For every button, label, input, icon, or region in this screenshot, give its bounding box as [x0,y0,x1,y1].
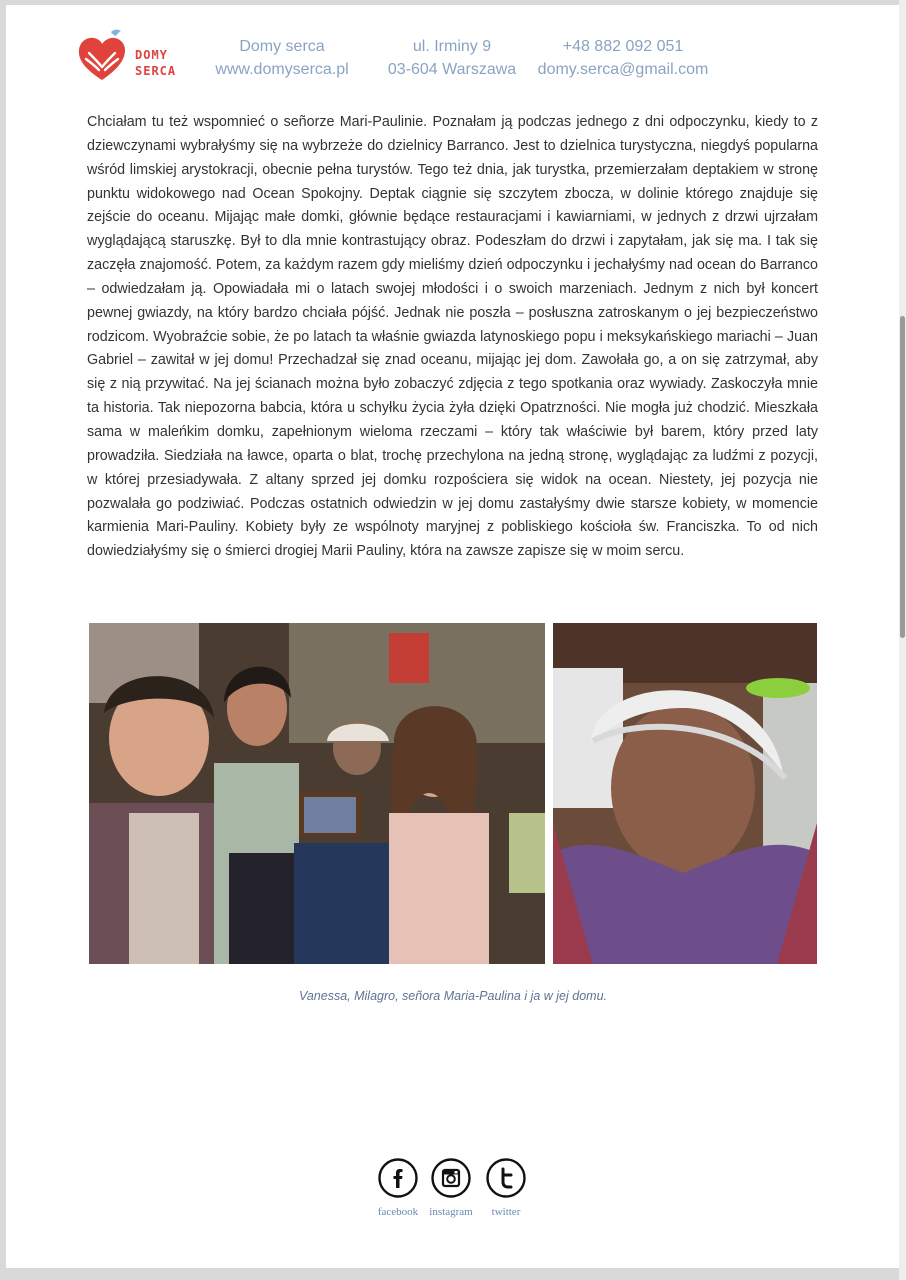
scrollbar-thumb[interactable] [900,316,905,638]
elderly-woman-photo [553,623,817,964]
instagram-label: instagram [429,1206,473,1218]
group-photo [89,623,545,964]
street-address: ul. Irminy 9 [412,38,492,55]
twitter-icon [486,1158,526,1198]
header-org-column [202,35,362,81]
email-link[interactable]: domy.serca@gmail.com [537,61,709,78]
facebook-icon [378,1158,418,1198]
article-paragraph: Chciałam tu też wspomnieć o señorze Mari-Paulinie. Poznałam ją podczas jednego z dni odpoczynku, kiedy to z dziewczynami wybrałyśmy się na wybrzeże do dzielnicy Barranco. Jest to dzielnica turystyczna, niegdyś popularna wśród limskiej arystokracji, obecnie pełna turystów. Tego też dnia, jak turystka, przemierzałam deptakiem w stronę punktu widokowego nad Ocean Spokojny. Deptak ciągnie się szczytem zbocza, w dolinie którego znajduje się zejście do oceanu. Mijając małe domki, głównie będące restauracjami i kawiarniami, w jednych z drzwi ujrzałam wyglądającą staruszkę. Był to dla mnie kontrastujący obraz. Podeszłam do drzwi i zapytałam, jak się ma. I tak się zaczęła znajomość. Potem, za każdym razem gdy mieliśmy dzień odpoczynku i jechałyśmy nad ocean do Barranco – odwiedzałam ją. Opowiadała mi o latach swojej młodości i o swoich marzeniach. Jednym z nich był koncert pewnej gwiazdy, na który bardzo chciała pójść. Jednak nie poszła – posłuszna zatroskanym o jej bezpieczeństwo rodzicom. Wyobraźcie sobie, że po latach ta właśnie gwiazda latynoskiego popu i meksykańskiego mariachi – Juan Gabriel – zawitał w jej domu! Przechadzał się znad oceanu, mijając jej dom. Zawołała go, a on się zatrzymał, aby się z nią przywitać. Na jej ścianach można było zobaczyć zdjęcia z tego spotkania oraz wywiady. Zaskoczyła mnie ta historia. Tak niepozorna babcia, która u schyłku życia żyła dzięki Opatrzności. Nie mogła już chodzić. Mieszkała sama w maleńkim domku, zapełnionym wieloma rzeczami – który tak właściwie był barem, który przed laty prowadziła. Siedziała na ławce, oparta o blat, trochę przechylona na jedną stronę, wyglądając za ludźmi z pozycji, w której przesiadywała. Z altany sprzed jej domku rozpościera się widok na ocean. Niestety, jej pozycja nie pozwalała go podziwiać. Podczas ostatnich odwiedzin w jej domu zastałyśmy dwie starsze kobiety, w momencie karmienia Mari-Pauliny. Kobiety były ze wspólnoty maryjnej z pobliskiego kościoła św. Franciszka. To od nich dowiedziałyśmy się o śmierci drogiej Marii Pauliny, która na zawsze zapisze się w moim sercu. [87,114,818,560]
website-link[interactable]: www.domyserca.pl [215,61,349,78]
twitter-link[interactable] [483,1158,529,1218]
instagram-link[interactable] [428,1158,474,1218]
group-photo-illustration [89,623,545,964]
elderly-woman-illustration [553,623,817,964]
header-contact-column [528,35,718,81]
header-address-column [378,35,526,81]
instagram-icon [431,1158,471,1198]
photo-caption: Vanessa, Milagro, señora Maria-Paulina i ja w jej domu. [298,989,607,1003]
phone-number[interactable]: +48 882 092 051 [562,38,684,55]
facebook-label: facebook [377,1206,419,1218]
city-address: 03-604 Warszawa [387,61,517,78]
scrollbar-track[interactable] [899,0,906,1280]
logo-wordmark: DOMY SERCA [135,48,177,78]
twitter-label: twitter [491,1206,521,1218]
facebook-link[interactable] [375,1158,421,1218]
org-name: Domy serca [239,38,325,55]
